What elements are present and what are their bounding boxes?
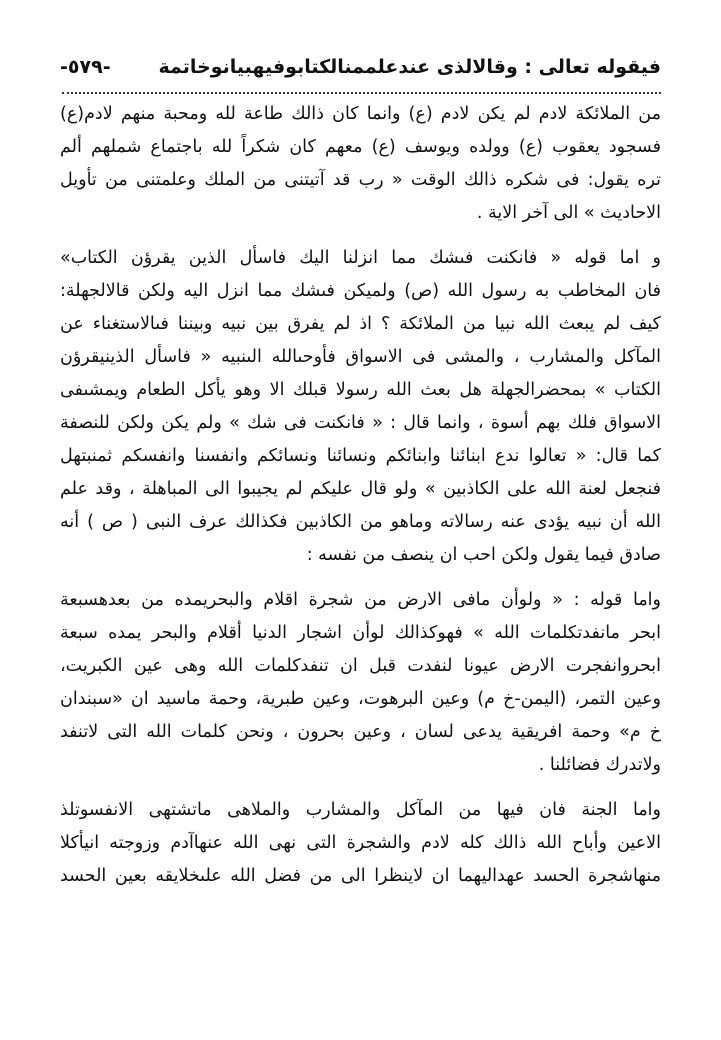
text-line: فنجعل لعنة الله على الكاذبين » ولو قال عليكم لم يجيبوا الى المباهلة ، وقد علم bbox=[60, 479, 661, 499]
text-line: تره يقول: فى شكره ذالك الوقت « رب قد آتيتنى من الملك وعلمتنى من تأويل bbox=[60, 170, 661, 190]
header-title: فيقوله تعالى : وقالالذى عندعلممنالكتابوفيهبيانوخاتمة bbox=[158, 56, 661, 78]
text-line: ولاتدرك فضائلنا . bbox=[538, 755, 661, 775]
text-line: كما قال: « تعالوا ندع ابنائنا وابنائكم ونسائنا ونسائكم وانفسنا وانفسكم ثمنبتهل bbox=[60, 446, 661, 466]
text-line: ابحر مانفدتكلمات الله » فهوكذالك لوأن اشجار الدنيا أقلام والبحر يمده سبعة bbox=[60, 623, 661, 643]
text-line: من الملائكة لادم لم يكن لادم (ع) وانما كان ذالك طاعة لله ومحبة منهم لادم(ع) bbox=[60, 104, 661, 124]
text-line: كيف لم يبعث الله نبيا من الملائكة ؟ اذ لم يفرق بين نبيه وبيننا فىالاستغناء عن bbox=[60, 314, 661, 334]
text-line: الله أن نبيه يؤدى عنه رسالاته وماهو من الكاذبين فكذالك عرف النبى ( ص ) أنه bbox=[60, 512, 661, 532]
text-line: الاعين وأباح الله ذالك كله لادم والشجرة التى نهى الله عنهاآدم وزوجته انيأكلا bbox=[60, 833, 661, 853]
text-line: و اما قوله « فانكنت فىشك مما انزلنا اليك فاسأل الذين يقرؤن الكتاب» bbox=[60, 248, 661, 268]
text-line: فسجود يعقوب (ع) وولده ويوسف (ع) معهم كان شكراً لله باجتماع شملهم ألم bbox=[60, 137, 661, 157]
paragraph-2 bbox=[60, 242, 661, 572]
text-line: الاحاديث » الى آخر الاية . bbox=[476, 203, 661, 223]
page-header bbox=[60, 52, 661, 88]
text-line: وعين التمر، (اليمن-خ م) وعين البرهوت، وعين طبرية، وحمة ماسيد ان «سبندان bbox=[60, 689, 661, 709]
paragraph-4 bbox=[60, 794, 661, 893]
paragraph-1 bbox=[60, 98, 661, 230]
header-divider bbox=[62, 92, 661, 94]
text-line: الاسواق فلك بهم أسوة ، وانما قال : « فانكنت فى شك » ولم يكن ولكن للنصفة bbox=[60, 413, 661, 433]
text-line: خ م» وحمة افريقية يدعى لسان ، وعين بحرون ، ونحن كلمات الله التى لاتنفد bbox=[60, 722, 661, 742]
page-number: -٥٧٩- bbox=[60, 56, 111, 78]
text-line: واما قوله : « ولوأن مافى الارض من شجرة اقلام والبحريمده من بعدهسبعة bbox=[60, 590, 661, 610]
text-line: منهاشجرة الحسد عهداليهما ان لاينظرا الى من فضل الله علىخلايقه بعين الحسد bbox=[60, 866, 661, 886]
text-line: الكتاب » بمحضرالجهلة هل بعث الله رسولا قبلك الا وهو يأكل الطعام ويمشىفى bbox=[60, 380, 661, 400]
paragraph-3 bbox=[60, 584, 661, 782]
text-line: صادق فيما يقول ولكن احب ان ينصف من نفسه : bbox=[306, 545, 661, 565]
text-line: ابحروانفجرت الارض عيونا لنفدت قبل ان تنفدكلمات الله وهى عين الكبريت، bbox=[60, 656, 661, 676]
text-line: واما الجنة فان فيها من المآكل والمشارب والملاهى ماتشتهى الانفسوتلذ bbox=[60, 800, 661, 820]
body-text bbox=[60, 98, 661, 893]
text-line: المآكل والمشارب ، والمشى فى الاسواق فأوحىالله الىنبيه « فاسأل الذينيقرؤن bbox=[60, 347, 661, 367]
text-line: فان المخاطب به رسول الله (ص) ولميكن فىشك مما انزل اليه ولكن قالالجهلة: bbox=[60, 281, 661, 301]
